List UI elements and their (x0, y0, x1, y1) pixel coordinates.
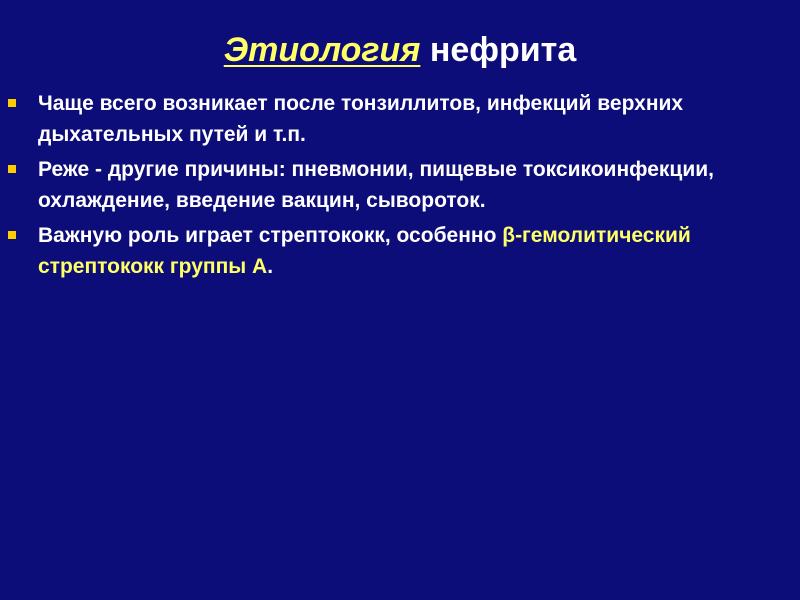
bullet-item (8, 220, 778, 282)
bullet-text-after: . (267, 255, 274, 278)
square-bullet-icon (8, 231, 16, 239)
square-bullet-icon (8, 165, 16, 173)
bullet-text-before: Важную роль играет стрептококк, особенно (38, 224, 503, 247)
bullet-text: Чаще всего возникает после тонзиллитов, инфекций верхних дыхательных путей и т.п. (38, 92, 684, 146)
bullet-highlight: β-гемолитический стрептококк группы А (38, 224, 691, 278)
bullet-item (8, 154, 778, 216)
bullet-list (8, 88, 778, 286)
slide-title (0, 28, 800, 72)
bullet-item (8, 88, 778, 150)
title-highlight: Этиология (223, 31, 421, 69)
square-bullet-icon (8, 99, 16, 107)
bullet-text: Реже - другие причины: пневмонии, пищевые токсикоинфекции, охлаждение, введение вакцин, сывороток. (38, 158, 714, 212)
title-rest: нефрита (429, 31, 577, 69)
